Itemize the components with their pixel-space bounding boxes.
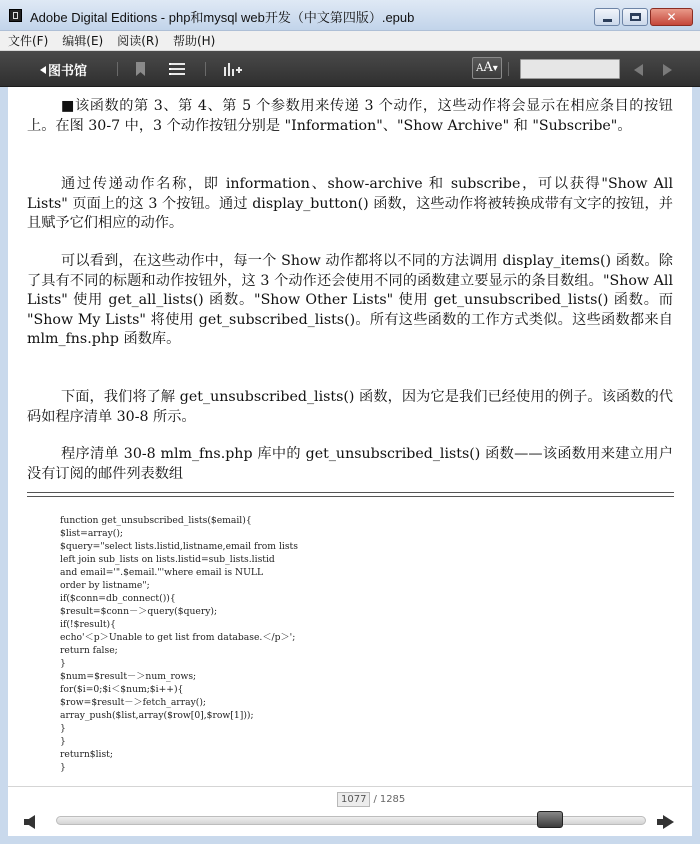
- next-page-icon[interactable]: [663, 815, 674, 829]
- library-label: 图书馆: [48, 64, 88, 79]
- title-bar: [0, 0, 700, 31]
- prev-page-icon[interactable]: [24, 815, 35, 829]
- chevron-down-icon: ▾: [492, 63, 498, 74]
- code-listing: [60, 514, 298, 774]
- search-input[interactable]: [520, 59, 620, 79]
- paragraph: 可以看到，在这些动作中，每一个 Show 动作都将以不同的方法调用 display_items() 函数。除了具有不同的标题和动作按钮外，这 3 个动作还会使用不同的函数建立要显示的条目数组。"Show All Lists" 使用 get_all_lists() 函数。"Show Other Lists" 使用 get_unsubscribed_lists() 函数。而 "Show My Lists" 将使用 get_subscribed_lists()。所有这些函数的工作方式类似。这些函数都来自 mlm_fns.php 函数库。: [27, 253, 673, 347]
- minimize-icon: [603, 19, 612, 22]
- window-title: Adobe Digital Editions - php和mysql web开发（中文第四版）.epub: [30, 10, 415, 25]
- font-size-button[interactable]: [472, 57, 502, 79]
- code-line: function get_unsubscribed_lists($email){: [60, 515, 252, 526]
- paragraph: 通过传递动作名称，即 information、show-archive 和 subscribe，可以获得"Show All Lists" 页面上的这 3 个按钮。通过 display_button() 函数，这些动作将被转换成带有文字的按钮，并且赋予它们相应的动作。: [27, 176, 673, 231]
- close-icon: ✕: [666, 10, 677, 24]
- maximize-button[interactable]: [622, 8, 648, 26]
- code-line: if(!$result){: [60, 619, 116, 630]
- bookmark-icon[interactable]: [136, 62, 145, 76]
- code-line: left join sub_lists on lists.listid=sub_lists.listid: [60, 554, 275, 565]
- code-line: order by listname";: [60, 580, 150, 591]
- library-button[interactable]: [40, 60, 87, 79]
- font-size-glyph: A: [483, 60, 493, 75]
- next-arrow-icon[interactable]: [663, 64, 672, 76]
- menu-edit[interactable]: 编辑(E): [62, 34, 104, 48]
- code-line: array_push($list,array($row[0],$row[1]));: [60, 710, 254, 721]
- menu-read[interactable]: 阅读(R): [117, 34, 159, 48]
- window-controls: [592, 8, 693, 26]
- code-line: if($conn=db_connect()){: [60, 593, 176, 604]
- code-line: }: [60, 658, 66, 669]
- toolbar-separator: [117, 62, 118, 76]
- code-line: and email='".$email."'where email is NULL: [60, 567, 264, 578]
- page-navigation-bar: [8, 786, 692, 836]
- code-line: $list=array();: [60, 528, 124, 539]
- paragraph: 下面，我们将了解 get_unsubscribed_lists() 函数，因为它是我们已经使用的例子。该函数的代码如程序清单 30-8 所示。: [27, 389, 673, 425]
- toc-icon[interactable]: [169, 63, 185, 75]
- close-button[interactable]: [650, 8, 693, 26]
- font-size-small-glyph: A: [476, 63, 484, 74]
- menu-file[interactable]: 文件(F): [8, 34, 49, 48]
- code-line: return false;: [60, 645, 118, 656]
- app-icon: [9, 9, 22, 22]
- listing-caption: 程序清单 30-8 mlm_fns.php 库中的 get_unsubscribed_lists() 函数——该函数用来建立用户没有订阅的邮件列表数组: [27, 446, 673, 482]
- page-slider-thumb[interactable]: [537, 811, 563, 828]
- code-line: $query="select lists.listid,listname,email from lists: [60, 541, 298, 552]
- back-arrow-icon: [40, 66, 46, 74]
- reading-pane[interactable]: [8, 87, 692, 786]
- current-page-field[interactable]: 1077: [337, 792, 370, 807]
- paragraph: ■该函数的第 3、第 4、第 5 个参数用来传递 3 个动作，这些动作将会显示在相应条目的按钮上。在图 30-7 中，3 个动作按钮分别是 "Information"、"Show Archive" 和 "Subscribe"。: [27, 98, 673, 134]
- code-line: }: [60, 736, 66, 747]
- menu-help[interactable]: 帮助(H): [172, 34, 216, 48]
- code-line: }: [60, 723, 66, 734]
- code-line: return$list;: [60, 749, 113, 760]
- prev-arrow-icon[interactable]: [634, 64, 643, 76]
- code-line: for($i=0;$i＜$num;$i++){: [60, 684, 184, 695]
- page-separator: /: [373, 794, 377, 805]
- toolbar-separator: [508, 62, 509, 76]
- code-line: $num=$result－＞num_rows;: [60, 671, 197, 682]
- divider: [27, 492, 674, 493]
- code-line: $row=$result－＞fetch_array();: [60, 697, 207, 708]
- code-line: }: [60, 762, 66, 773]
- divider: [27, 496, 674, 497]
- code-line: $result=$conn－＞query($query);: [60, 606, 218, 617]
- chart-icon[interactable]: [224, 62, 242, 76]
- menu-bar: [0, 31, 700, 51]
- minimize-button[interactable]: [594, 8, 620, 26]
- total-pages: 1285: [379, 794, 406, 805]
- toolbar-separator: [205, 62, 206, 76]
- page-indicator: [337, 792, 405, 807]
- maximize-icon: [630, 13, 641, 21]
- code-line: echo'＜p＞Unable to get list from database.＜/p＞';: [60, 632, 296, 643]
- toolbar: [0, 51, 700, 87]
